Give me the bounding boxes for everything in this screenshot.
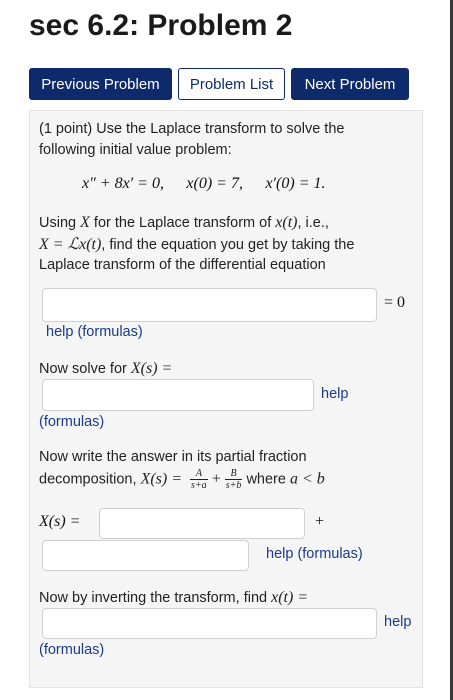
- Xs-label: X(s) =: [39, 513, 81, 530]
- equals-zero-label: = 0: [384, 294, 406, 311]
- previous-problem-button[interactable]: Previous Problem: [29, 68, 172, 100]
- ode-expression: x″ + 8x′ = 0,: [82, 175, 164, 192]
- problem-intro-line1: (1 point) Use the Laplace transform to solve the: [39, 121, 345, 137]
- partial-fraction-term1-input[interactable]: [99, 508, 305, 539]
- help-link-4[interactable]: help: [384, 614, 412, 630]
- fraction-B-denominator: s+b: [225, 480, 242, 491]
- fraction-B-numerator: B: [225, 468, 243, 480]
- xt-solution-input[interactable]: [42, 608, 377, 639]
- xt-equals: x(t) =: [271, 589, 309, 606]
- partial-fraction-line2: [39, 468, 325, 494]
- invert-prompt: [39, 587, 308, 609]
- help-formulas-link-1[interactable]: help (formulas): [46, 324, 143, 340]
- solve-text: Now solve for: [39, 361, 131, 377]
- invert-text: Now by inverting the transform, find: [39, 590, 272, 606]
- partial-text-a: decomposition,: [39, 471, 141, 488]
- problem-list-button[interactable]: Problem List: [178, 68, 285, 100]
- partial-plus: +: [211, 470, 221, 488]
- ivp-equation: [82, 175, 326, 193]
- xt-symbol: x(t): [275, 214, 298, 231]
- using-text-d: , find the equation you get by taking the: [101, 237, 355, 253]
- transformed-equation-input[interactable]: [42, 288, 377, 322]
- fraction-A-numerator: A: [190, 468, 208, 480]
- Xs-equals: X(s) =: [130, 360, 173, 377]
- formulas-link-2[interactable]: (formulas): [39, 414, 105, 430]
- formulas-link-4[interactable]: (formulas): [39, 642, 105, 658]
- a-less-than-b: a < b: [289, 470, 325, 488]
- using-text-c: , i.e.,: [297, 215, 329, 231]
- using-line3: Laplace transform of the differential equation: [39, 257, 326, 273]
- help-link-2[interactable]: help: [321, 386, 349, 402]
- partial-text-where: where: [242, 471, 290, 488]
- using-line2: [39, 234, 354, 256]
- partial-Xs-equals: X(s) =: [140, 470, 183, 488]
- fraction-A-over-s-plus-a: [190, 468, 208, 491]
- initial-condition-2: x′(0) = 1.: [265, 175, 326, 192]
- using-line1: [39, 212, 329, 234]
- using-text-b: for the Laplace transform of: [89, 215, 276, 231]
- using-text-a: Using: [39, 215, 81, 231]
- next-problem-button[interactable]: Next Problem: [291, 68, 409, 100]
- Xs-solution-input[interactable]: [42, 379, 314, 411]
- fraction-A-denominator: s+a: [191, 480, 207, 491]
- problem-intro-line2: following initial value problem:: [39, 142, 232, 158]
- page-title: sec 6.2: Problem 2: [29, 9, 293, 42]
- initial-condition-1: x(0) = 7,: [186, 175, 243, 192]
- partial-fraction-line1: Now write the answer in its partial fraction: [39, 449, 307, 465]
- laplace-definition: X = ℒx(t): [39, 236, 102, 253]
- help-formulas-link-3[interactable]: help (formulas): [266, 546, 363, 562]
- fraction-B-over-s-plus-b: [225, 468, 243, 491]
- plus-sign: +: [315, 513, 325, 530]
- partial-fraction-term2-input[interactable]: [42, 540, 249, 571]
- solve-prompt: [39, 358, 172, 380]
- X-symbol: X: [80, 214, 90, 231]
